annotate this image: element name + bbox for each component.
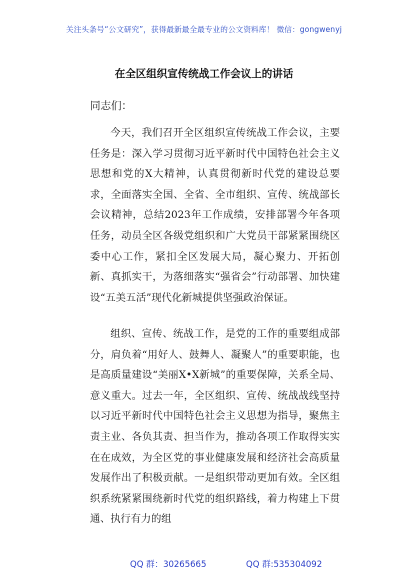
document-title: 在全区组织宣传统战工作会议上的讲话	[114, 68, 294, 80]
header-banner: 关注头条号“公文研究”，获得最新最全最专业的公文资料库！ 微信：gongwenyj	[66, 25, 342, 34]
salutation: 同志们：	[90, 100, 132, 112]
footer-qq-group-left: QQ 群：30265665	[130, 560, 207, 570]
paragraph-2: 组织、宣传、统战工作，是党的工作的重要组成部分，肩负着“用好人、鼓舞人、凝聚人”的重要职能，也是高质量建设“美丽X•X新城”的重要保障，关系全局、意义重大。过去一年，全区组织、宣传、统战战线坚持以习近平新时代中国特色社会主义思想为指导，聚焦主责主业、各负其责、担当作为，推动各项工作取得实实在在成效，为全区党的事业健康发展和经济社会高质量发展作出了积极贡献。一是组织带动更加有效。全区组织系统紧紧围绕新时代党的组织路线，着力构建上下贯通、执行有力的组	[90, 329, 340, 526]
paragraph-1: 今天，我们召开全区组织宣传统战工作会议，主要任务是：深入学习贯彻习近平新时代中国特色社会主义思想和党的X大精神，认真贯彻新时代党的建设总要求，全面落实全国、全省、全市组织、宣传、统战部长会议精神，总结2023年工作成绩，安排部署今年各项任务，动员全区各级党组织和广大党员干部紧紧围绕区委中心工作，紧扣全区发展大局，凝心聚力、开拓创新、真抓实干，为落细落实“强省会”行动部署、加快建设“五美五活”现代化新城提供坚强政治保证。	[90, 128, 340, 304]
footer-qq-group-right: QQ 群:535304092	[246, 560, 323, 570]
